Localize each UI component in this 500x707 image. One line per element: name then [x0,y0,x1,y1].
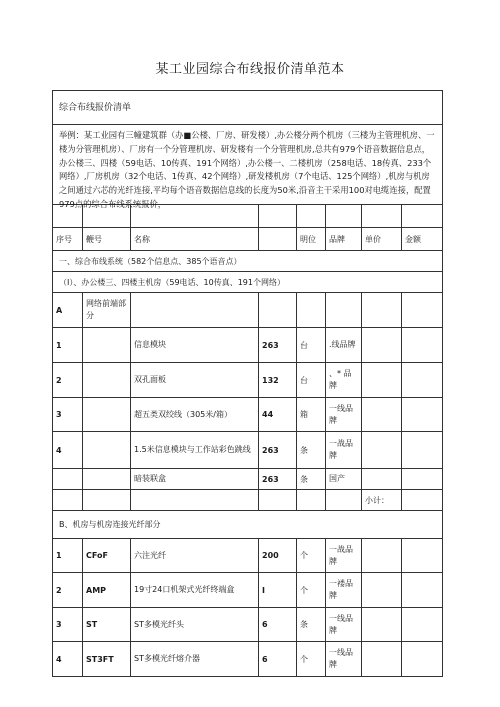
item-amount [402,573,442,607]
item-no: 2 [53,573,83,607]
item-code [83,398,131,431]
col-header-qty [259,228,297,250]
item-a-row [52,363,443,398]
item-name: 暗装联盒 [131,469,259,489]
item-price [362,398,402,431]
item-a-row [52,398,443,432]
item-a-row [52,328,443,363]
group-a-no: A [53,293,83,327]
item-b-row [52,642,443,677]
item-brand: .线品牌 [326,328,362,362]
item-unit: 个 [297,539,326,572]
item-unit: 个 [297,642,326,676]
item-qty: 132 [259,363,297,397]
item-brand: 一战品牌 [326,432,362,468]
item-name: 六注光纤 [131,539,259,572]
item-unit: 个 [297,573,326,607]
item-brand: 一战品牌 [326,539,362,572]
header-row [52,228,443,251]
item-price [362,469,402,489]
item-code [83,432,131,468]
item-name: 19寸24口机架式光纤终端盒 [131,573,259,607]
col-header-name: 名称 [131,228,259,250]
document-title: 某工业园综合布线报价清单范本 [155,62,345,77]
item-no: 1 [53,328,83,362]
item-brand: 一线品牌 [326,398,362,431]
item-price [362,608,402,641]
item-amount [402,608,442,641]
item-price [362,539,402,572]
item-qty: 263 [259,328,297,362]
item-qty: 44 [259,398,297,431]
col-header-brand: 品牌 [326,228,362,250]
item-amount [402,642,442,676]
item-brand: 国产 [326,469,362,489]
item-price [362,363,402,397]
col-header-price: 单价 [362,228,402,250]
item-name: ST多模光纤熔介器 [131,642,259,676]
item-unit: 条 [297,432,326,468]
item-amount [402,328,442,362]
subtotal-row [52,490,443,511]
item-brand: 一线品牌 [326,642,362,676]
item-a-row [52,432,443,469]
item-code: CFoF [83,539,131,572]
item-brand: 一线品牌 [326,608,362,641]
group-a-row [52,293,443,328]
item-brand: 一褛品牌 [326,573,362,607]
item-price [362,328,402,362]
item-b-row [52,608,443,642]
item-qty: 6 [259,608,297,641]
item-qty: 263 [259,432,297,468]
blank-row [52,205,443,228]
item-code: ST3FT [83,642,131,676]
item-name: 1.5米信息模块与工作站彩色跳线 [131,432,259,468]
item-name: 双孔面板 [131,363,259,397]
item-no: 3 [53,608,83,641]
section-title: 综合布线报价清单 [52,91,443,125]
item-b-row [52,573,443,608]
item-code [83,363,131,397]
item-code: ST [83,608,131,641]
item-no: 2 [53,363,83,397]
item-amount [402,432,442,468]
item-no: 4 [53,432,83,468]
item-amount [402,539,442,572]
item-price [362,573,402,607]
item-no: 3 [53,398,83,431]
subsection-heading: （I）、办公楼三、四楼主机房（59电话、10传真、191个网络） [52,272,443,293]
group-b-heading: B、机房与机房连接光纤部分 [52,511,443,539]
item-qty: 263 [259,469,297,489]
col-header-amount: 金额 [405,234,421,244]
item-unit: 台 [297,328,326,362]
item-unit: 箱 [297,398,326,431]
col-header-no: 序号 [53,228,83,250]
subtotal-label: 小计： [362,490,402,510]
item-qty: 6 [259,642,297,676]
col-header-code: 鞭号 [83,228,131,250]
item-code [83,469,131,489]
item-price [362,432,402,468]
item-amount [402,469,442,489]
item-amount [402,363,442,397]
quote-table [52,90,443,677]
item-b-row [52,539,443,573]
item-amount [402,398,442,431]
item-qty: I [259,573,297,607]
item-unit: 条 [297,469,326,489]
item-unit: 台 [297,363,326,397]
item-qty: 200 [259,539,297,572]
item-brand: 、* 品牌 [326,363,362,397]
item-code [83,328,131,362]
item-code: AMP [83,573,131,607]
item-price [362,642,402,676]
group-a-label: 网络前端部分 [83,293,131,327]
col-header-unit: 明位 [297,228,326,250]
item-no: 1 [53,539,83,572]
item-name: 超五类双绞线（305米/箱） [131,398,259,431]
section-heading: 一、综合布线系统（582个信息点、385个语音点） [52,251,443,272]
intro-paragraph: 举例：某工业园有三幢建筑群（办■公楼、厂房、研发楼）,办公楼分两个机房（三楼为主管理机房、一楼为分管理机房）、厂房有一个分管理机房、研发楼有一个分管理机房,总共有979个语音数据信息点，办公楼三、四楼（59电话、10传真、191个网络）,办公楼一、二楼机房（258电话、18传真、233个网络）,厂房机房（32个电话、1传真、42个网络）,研发楼机房（7个电话、125个网络）,机房与机房之间通过六芯的光纤连接,平均每个语音数据信息线的长度为50米,沿音主干采用100对电缆连接，配置979点的综合布线系统报价， [52,125,443,205]
item-a-row [52,469,443,490]
item-no [53,469,83,489]
item-name: 信息模块 [131,328,259,362]
item-no: 4 [53,642,83,676]
item-name: ST多模光纤头 [131,608,259,641]
item-unit: 条 [297,608,326,641]
